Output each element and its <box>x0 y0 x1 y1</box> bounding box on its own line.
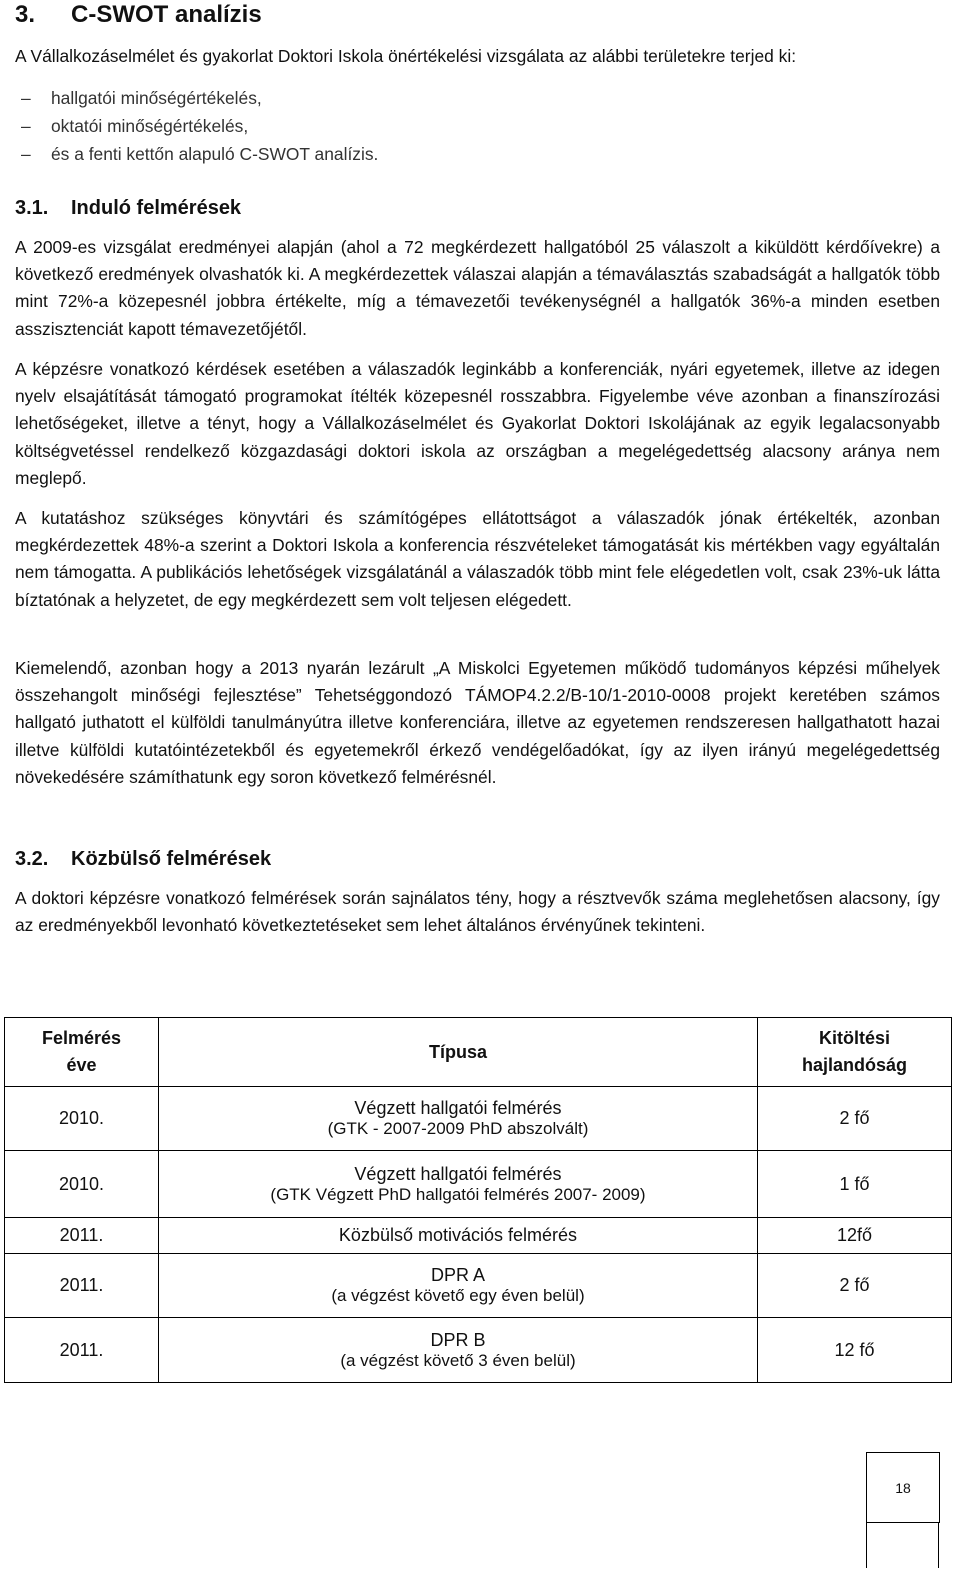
table-row <box>5 1254 952 1318</box>
year-cell: 2010. <box>5 1151 159 1218</box>
paragraph: A 2009-es vizsgálat eredményei alapján (ahol a 72 megkérdezett hallgatóból 25 válaszolt a kiküldött kérdőívekre) a következő eredmények olvashatók ki. A megkérdezettek válaszai alapján a témaválasztás szabadságát a hallgatók több mint 72%-a közepesnél jobbra értékelte, míg a témavezetői tevékenységnél a hallgatók 36%-a minden esetben asszisztenciát kapott témavezetőjétől. <box>15 237 940 339</box>
page-number-box <box>866 1452 940 1523</box>
rate-cell: 2 fő <box>758 1254 952 1318</box>
rate-cell: 12 fő <box>758 1318 952 1383</box>
table-row <box>5 1087 952 1151</box>
rate-cell: 1 fő <box>758 1151 952 1218</box>
column-header-year: Felmérés éve <box>5 1018 159 1087</box>
page-box-border <box>866 1522 867 1568</box>
page-box-divider <box>866 1522 939 1523</box>
year-cell: 2011. <box>5 1218 159 1254</box>
intro-paragraph: A Vállalkozáselmélet és gyakorlat Doktori Iskola önértékelési vizsgálata az alábbi területekre terjed ki: <box>15 46 797 66</box>
table-row <box>5 1218 952 1254</box>
scope-list <box>15 84 940 168</box>
dash-bullet: – <box>21 88 31 108</box>
subsection-heading-3-1 <box>15 195 241 221</box>
subsection-number: 3.2. <box>15 848 49 870</box>
rate-cell: 2 fő <box>758 1087 952 1151</box>
paragraph: A kutatáshoz szükséges könyvtári és számítógépes ellátottságot a válaszadók jónak értékelték, azonban megkérdezettek 48%-a szerint a Doktori Iskola a konferencia részvételeket támogatását kis mértékben vagy egyáltalán nem támogatta. A publikációs lehetőségek vizsgálatánál a válaszadók több mint fele elégedetlen volt, csak 23%-uk látta bíztatónak a helyzetet, de egy megkérdezett sem volt teljesen elégedett. <box>15 508 940 610</box>
subsection-heading-3-2 <box>15 846 271 872</box>
paragraph: A doktori képzésre vonatkozó felmérések során sajnálatos tény, hogy a résztvevők száma meglehetősen alacsony, így az eredményekből levonható következtetéseket sem lehet általános érvényűnek tekinteni. <box>15 888 940 936</box>
paragraph: Kiemelendő, azonban hogy a 2013 nyarán lezárult „A Miskolci Egyetemen működő tudományos képzési műhelyek összehangolt minőségi fejlesztése” Tehetséggondozó TÁMOP4.2.2/B-10/1-2010-0008 projekt keretében számos hallgató juthatott el külföldi tanulmányútra illetve konferenciára, illetve az egyetemen rendszeresen hallgathatott hazai illetve külföldi kutatóintézetekből és egyetemekről érkező vendégelőadókat, így az ilyen irányú megelégedettség növekedésére számíthatunk egy soron következő felmérésnél. <box>15 658 940 787</box>
column-header-type: Típusa <box>158 1018 757 1087</box>
year-cell: 2011. <box>5 1254 159 1318</box>
table-header-row <box>5 1018 952 1087</box>
list-item: – hallgatói minőségértékelés, <box>15 84 940 112</box>
paragraph: A képzésre vonatkozó kérdések esetében a válaszadók leginkább a konferenciák, nyári egyetemek, illetve az idegen nyelv elsajátítását támogató programokat ítélték közepesnél rosszabbra. Figyelembe véve azonban a finanszírozási lehetőségeket, illetve a tényt, hogy a Vállalkozáselmélet és Gyakorlat Doktori Iskolájának az egyik legalacsonyabb költségvetéssel rendelkező közgazdasági doktori iskola az országban a megelégedettség alacsony aránya nem meglepő. <box>15 359 940 488</box>
dash-bullet: – <box>21 144 31 164</box>
year-cell: 2010. <box>5 1087 159 1151</box>
type-cell: DPR A (a végzést követő egy éven belül) <box>158 1254 757 1318</box>
survey-table <box>4 1017 952 1383</box>
dash-bullet: – <box>21 116 31 136</box>
subsection-number: 3.1. <box>15 197 49 219</box>
type-cell: Közbülső motivációs felmérés <box>158 1218 757 1254</box>
section-heading <box>15 0 262 30</box>
page-box-border <box>938 1522 939 1568</box>
list-item: – és a fenti kettőn alapuló C-SWOT analízis. <box>15 140 940 168</box>
type-cell: Végzett hallgatói felmérés (GTK Végzett PhD hallgatói felmérés 2007- 2009) <box>158 1151 757 1218</box>
year-cell: 2011. <box>5 1318 159 1383</box>
page-number: 18 <box>895 1480 911 1496</box>
rate-cell: 12fő <box>758 1218 952 1254</box>
table-row <box>5 1318 952 1383</box>
type-cell: Végzett hallgatói felmérés (GTK - 2007-2009 PhD abszolvált) <box>158 1087 757 1151</box>
subsection-title: Közbülső felmérések <box>71 848 272 870</box>
table-row <box>5 1151 952 1218</box>
section-title: C-SWOT analízis <box>71 1 262 28</box>
list-item: – oktatói minőségértékelés, <box>15 112 940 140</box>
subsection-title: Induló felmérések <box>71 197 242 219</box>
section-number: 3. <box>15 1 36 28</box>
column-header-rate: Kitöltési hajlandóság <box>758 1018 952 1087</box>
type-cell: DPR B (a végzést követő 3 éven belül) <box>158 1318 757 1383</box>
